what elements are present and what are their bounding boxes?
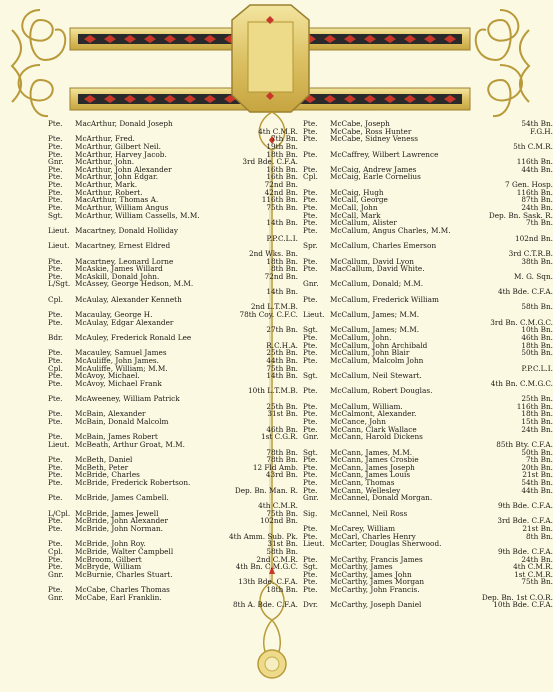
entry-rank: Pte. — [48, 149, 63, 159]
entry-rank: Pte. — [303, 554, 318, 564]
roll-entry — [48, 280, 298, 288]
entry-rank: Pte. — [48, 562, 63, 572]
entry-name: Macauley, Samuel James — [75, 348, 167, 358]
entry-rank: Cpl. — [48, 294, 63, 304]
roll-entry — [48, 395, 298, 403]
entry-unit: 50th Bn. — [521, 447, 553, 457]
entry-rank: Pte. — [303, 203, 318, 213]
entry-name: Macaulay, George H. — [75, 310, 153, 320]
entry-unit: 46th Bn. — [521, 332, 553, 342]
entry-name: McCannel, Neil Ross — [330, 508, 408, 518]
entry-name: McBride, Walter Campbell — [75, 546, 174, 556]
entry-name: McCallum, Malcolm John — [330, 355, 424, 365]
entry-rank: Pte. — [48, 172, 63, 182]
entry-rank: Pte. — [48, 478, 63, 488]
entry-unit: 31st Bn. — [267, 539, 298, 549]
entry-unit: 38th Bn. — [521, 256, 553, 266]
entry-name: McCallum, John Blair — [330, 348, 410, 358]
entry-rank: Gnr. — [303, 432, 319, 442]
entry-unit: 58th Bn. — [521, 302, 553, 312]
entry-rank: Pte. — [303, 332, 318, 342]
entry-name: McBryde, William — [75, 562, 142, 572]
entry-rank: Gnr. — [303, 279, 319, 289]
entry-unit: 9th Bde. C.F.A. — [497, 546, 553, 556]
roll-entry — [303, 387, 553, 395]
entry-rank: Pte. — [48, 409, 63, 419]
roll-entry — [48, 212, 298, 220]
entry-unit: 116th Bn. — [261, 195, 298, 205]
entry-name: McBain, Donald Malcolm — [75, 416, 169, 426]
entry-name: McBain, Alexander — [75, 409, 146, 419]
entry-unit: 75th Bn. — [521, 577, 553, 587]
entry-rank: Pte. — [303, 225, 318, 235]
entry-rank: Pte. — [48, 141, 63, 151]
entry-unit: 18th Bn. — [521, 409, 553, 419]
entry-rank: Pte. — [48, 317, 63, 327]
entry-name: McCann, James Crosbie — [330, 455, 419, 465]
entry-unit: 16th Bn. — [266, 164, 298, 174]
entry-name: McArthur, Mark. — [75, 180, 138, 190]
entry-rank: Pte. — [303, 119, 318, 128]
entry-rank: Pte. — [303, 340, 318, 350]
entry-name: McCarthy, John Francis. — [330, 585, 420, 595]
entry-unit: 102nd Bn. — [515, 233, 553, 243]
entry-unit: 78th Bn. — [266, 447, 298, 457]
entry-unit: 18th Bn. — [266, 149, 298, 159]
entry-unit: 21st Bn. — [522, 470, 553, 480]
entry-unit: 50th Bn. — [521, 348, 553, 358]
entry-unit: 75th Bn. — [266, 508, 298, 518]
entry-rank: Pte. — [303, 455, 318, 465]
entry-rank: Pte. — [48, 455, 63, 465]
entry-rank: Pte. — [303, 401, 318, 411]
right-column-roll — [303, 120, 553, 609]
entry-unit: 58th Bn. — [266, 546, 298, 556]
roll-entry — [48, 319, 298, 327]
entry-rank: Pte. — [48, 394, 63, 404]
entry-rank: Cpl. — [303, 172, 318, 182]
entry-unit: 25th Bn. — [266, 401, 298, 411]
entry-name: McCarthy, James Morgan — [330, 577, 425, 587]
entry-name: McBeth, Peter — [75, 462, 129, 472]
entry-unit: 3rd C.T.R.B. — [508, 248, 553, 258]
entry-name: McCallum, James; M.M. — [330, 325, 420, 335]
entry-rank: Pte. — [303, 348, 318, 358]
entry-name: McCalmont, Alexander. — [330, 409, 417, 419]
entry-name: McArthur, Harvey Jacob. — [75, 149, 167, 159]
entry-rank: Pte. — [303, 195, 318, 205]
entry-name: McCallum, Charles Emerson — [330, 241, 437, 251]
entry-unit: 18th Bn. — [521, 340, 553, 350]
entry-rank: Lieut. — [48, 241, 70, 251]
entry-unit: 24th Bn. — [521, 203, 553, 213]
entry-rank: Pte. — [48, 348, 63, 358]
entry-rank: Pte. — [48, 378, 63, 388]
entry-unit: 21st Bn. — [522, 523, 553, 533]
entry-rank: Sgt. — [303, 447, 318, 457]
entry-rank: Pte. — [48, 470, 63, 480]
entry-name: MacArthur, Donald Joseph — [75, 119, 173, 128]
entry-unit: 15th Bn. — [521, 416, 553, 426]
entry-unit: 18th Bn. — [266, 256, 298, 266]
entry-name: McCallum, Robert Douglas. — [330, 386, 433, 396]
entry-name: McAvoy, Michael Frank — [75, 378, 162, 388]
entry-unit: 13th Bde. C.F.A. — [238, 577, 298, 587]
entry-rank: Pte. — [303, 187, 318, 197]
entry-unit: 54th Bn. — [521, 478, 553, 488]
entry-name: McCarl, Charles Henry — [330, 531, 416, 541]
entry-unit: 4th C.M.R. — [513, 562, 553, 572]
entry-name: McArthur, John Alexander — [75, 164, 172, 174]
entry-name: McArthur, John. — [75, 157, 135, 167]
entry-rank: Pte. — [303, 470, 318, 480]
entry-unit: 4th Amm. Sub. Pk. — [229, 531, 298, 541]
entry-name: McAskie, James Willard — [75, 264, 163, 274]
entry-rank: Pte. — [303, 164, 318, 174]
entry-unit: 8th A. Bde. C.F.A. — [233, 600, 298, 610]
entry-name: McCance, John — [330, 416, 386, 426]
entry-rank: Pte. — [303, 256, 318, 266]
entry-rank: Pte. — [48, 180, 63, 190]
entry-rank: Pte. — [303, 478, 318, 488]
entry-name: McCaffrey, Wilbert Lawrence — [330, 149, 439, 159]
entry-rank: Pte. — [48, 523, 63, 533]
entry-unit: 31st Bn. — [267, 409, 298, 419]
entry-name: McCarthy, Joseph Daniel — [330, 600, 422, 610]
entry-rank: Pte. — [48, 203, 63, 213]
entry-unit: 116th Bn. — [516, 401, 553, 411]
entry-unit: 78th Bn. — [266, 455, 298, 465]
entry-rank: Pte. — [303, 210, 318, 220]
entry-name: McCann, Harold Dickens — [330, 432, 423, 442]
entry-rank: Lieut. — [303, 310, 325, 320]
entry-rank: Sig. — [303, 508, 318, 518]
entry-rank: Gnr. — [48, 592, 64, 602]
entry-name: Macartney, Leonard Lorne — [75, 256, 174, 266]
entry-unit: 7 Gen. Hosp. — [505, 180, 553, 190]
entry-rank: Pte. — [48, 554, 63, 564]
entry-rank: Bdr. — [48, 332, 64, 342]
entry-unit: 75th Bn. — [266, 203, 298, 213]
roll-entry — [48, 601, 298, 609]
entry-name: Macartney, Donald Holliday — [75, 225, 179, 235]
entry-unit: 10th Bde. C.F.A. — [493, 600, 553, 610]
entry-name: MacArthur, Thomas A. — [75, 195, 159, 205]
entry-unit: 4th C.M.R. — [258, 501, 298, 511]
entry-rank: Gnr. — [303, 493, 319, 503]
entry-rank: Pte. — [303, 264, 318, 274]
entry-name: McCabe, Joseph — [330, 119, 390, 128]
entry-name: McCallum, Neil Stewart. — [330, 371, 422, 381]
roll-entry — [303, 601, 553, 609]
entry-name: McAvoy, Michael. — [75, 371, 140, 381]
entry-rank: Sgt. — [303, 325, 318, 335]
entry-unit: 46th Bn. — [266, 424, 298, 434]
entry-rank: Gnr. — [48, 569, 64, 579]
entry-name: McAulay, Alexander Kenneth — [75, 294, 182, 304]
entry-rank: Pte. — [48, 432, 63, 442]
entry-rank: Pte. — [303, 577, 318, 587]
entry-rank: Pte. — [48, 119, 63, 128]
entry-unit: 72nd Bn. — [264, 271, 298, 281]
entry-rank: Pte. — [48, 195, 63, 205]
roll-entry — [303, 296, 553, 304]
entry-name: McBeth, Daniel — [75, 455, 133, 465]
entry-unit: 5th C.M.R. — [513, 141, 553, 151]
entry-unit: 102nd Bn. — [260, 516, 298, 526]
entry-unit: 14th Bn. — [266, 371, 298, 381]
entry-name: McAweeney, William Patrick — [75, 394, 180, 404]
entry-unit: 25th Bn. — [266, 348, 298, 358]
entry-name: McAssey, George Hedson, M.M. — [75, 279, 194, 289]
entry-unit: 2nd L.T.M.B. — [250, 302, 298, 312]
entry-rank: Pte. — [303, 523, 318, 533]
entry-unit: 42nd Bn. — [264, 187, 298, 197]
entry-rank: Lieut. — [48, 439, 70, 449]
entry-rank: Cpl. — [48, 546, 63, 556]
entry-name: McAuley, Frederick Ronald Lee — [75, 332, 192, 342]
entry-name: McCarthy, Francis James — [330, 554, 423, 564]
entry-unit: 78th Coy. C.F.C. — [239, 310, 298, 320]
entry-unit: 16th Bn. — [266, 172, 298, 182]
entry-name: McCallum, John. — [330, 332, 392, 342]
roll-entry — [48, 334, 298, 342]
entry-name: MacCallum, David White. — [330, 264, 425, 274]
entry-name: McArthur, Fred. — [75, 134, 135, 144]
entry-name: McCannel, Donald Morgan. — [330, 493, 433, 503]
entry-unit: 8th Bn. — [271, 264, 298, 274]
entry-rank: Pte. — [48, 264, 63, 274]
entry-unit: 4th Bde. C.F.A. — [497, 287, 553, 297]
entry-unit: 85th Bty. C.F.A. — [496, 439, 553, 449]
entry-rank: Pte. — [303, 409, 318, 419]
entry-rank: Pte. — [303, 386, 318, 396]
entry-unit: 44th Bn. — [521, 164, 553, 174]
entry-rank: Pte. — [48, 371, 63, 381]
entry-name: McCaig, Earle Cornelius — [330, 172, 421, 182]
entry-unit: 27th Bn. — [266, 325, 298, 335]
entry-unit: 14th Bn. — [266, 218, 298, 228]
entry-name: McBroom, Gilbert — [75, 554, 142, 564]
entry-name: McCabe, Ross Hunter — [330, 126, 412, 136]
entry-rank: Pte. — [303, 462, 318, 472]
entry-name: McCallum, Donald; M.M. — [330, 279, 424, 289]
entry-rank: L/Sgt. — [48, 279, 71, 289]
entry-rank: Pte. — [48, 416, 63, 426]
entry-rank: Pte. — [48, 164, 63, 174]
entry-name: McCaig, Andrew James — [330, 164, 417, 174]
entry-name: McCallum, James; M.M. — [330, 310, 420, 320]
entry-unit: 3rd Bde. C.F.A. — [242, 157, 298, 167]
entry-rank: Sgt. — [48, 210, 63, 220]
entry-name: McBain, James Robert — [75, 432, 158, 442]
entry-unit: P.P.C.L.I. — [266, 233, 298, 243]
entry-rank: Pte. — [303, 218, 318, 228]
entry-name: McCall, Mark — [330, 210, 381, 220]
entry-unit: P.P.C.L.I. — [521, 363, 553, 373]
entry-name: McBride, John Roy. — [75, 539, 146, 549]
entry-unit: Dep. Bn. Sask. R. — [488, 210, 553, 220]
entry-rank: Pte. — [48, 462, 63, 472]
entry-name: McCabe, Earl Franklin. — [75, 592, 162, 602]
entry-name: McCabe, Charles Thomas — [75, 585, 170, 595]
entry-rank: Pte. — [303, 355, 318, 365]
entry-rank: Pte. — [48, 256, 63, 266]
roll-entry — [303, 357, 553, 365]
entry-name: McCall, George — [330, 195, 388, 205]
left-column-roll — [48, 120, 298, 609]
entry-rank: Sgt. — [303, 371, 318, 381]
entry-rank: Pte. — [48, 585, 63, 595]
entry-name: McCann, James Joseph — [330, 462, 415, 472]
entry-unit: 54th Bn. — [521, 119, 553, 128]
entry-name: McAuliffe, William; M.M. — [75, 363, 168, 373]
entry-unit: Dep. Bn. Man. R. — [234, 485, 298, 495]
entry-unit: 9th Bde. C.F.A. — [497, 501, 553, 511]
entry-rank: Spr. — [303, 241, 318, 251]
entry-rank: Dvr. — [303, 600, 318, 610]
entry-unit: F.G.H. — [530, 126, 553, 136]
entry-unit: 24th Bn. — [521, 554, 553, 564]
entry-unit: 24th Bn. — [521, 424, 553, 434]
entry-unit: R.C.H.A. — [266, 340, 298, 350]
entry-unit: 1st C.G.R. — [261, 432, 298, 442]
entry-name: McCann, Clark Wallace — [330, 424, 417, 434]
entry-name: Macartney, Ernest Eldred — [75, 241, 171, 251]
entry-rank: Cpl. — [48, 363, 63, 373]
entry-name: McAskill, Donald John. — [75, 271, 160, 281]
entry-unit: 4th Bn. C.M.G.C. — [235, 562, 298, 572]
entry-unit: 116th Bn. — [516, 187, 553, 197]
entry-name: McCallum, Frederick William — [330, 294, 439, 304]
entry-unit: 7th Bn. — [526, 218, 553, 228]
entry-rank: Gnr. — [48, 157, 64, 167]
entry-unit: 2nd Wks. Bn. — [248, 248, 298, 258]
entry-rank: Pte. — [48, 355, 63, 365]
entry-rank: L/Cpl. — [48, 508, 71, 518]
entry-rank: Pte. — [303, 485, 318, 495]
entry-unit: 25th Bn. — [521, 394, 553, 404]
entry-rank: Pte. — [303, 416, 318, 426]
entry-rank: Pte. — [303, 569, 318, 579]
entry-unit: 10th Bn. — [521, 325, 553, 335]
entry-name: McBurnie, Charles Stuart. — [75, 569, 173, 579]
entry-unit: 43rd Bn. — [265, 470, 298, 480]
entry-unit: 7th Bn. — [271, 134, 298, 144]
entry-rank: Pte. — [48, 134, 63, 144]
entry-name: McCarey, William — [330, 523, 396, 533]
entry-name: McAuliffe, John James. — [75, 355, 159, 365]
entry-unit: M. G. Sqn. — [513, 271, 553, 281]
illuminated-header-ornament — [0, 0, 541, 130]
entry-rank: Sgt. — [303, 562, 318, 572]
entry-unit: 19th Bn. — [266, 141, 298, 151]
entry-name: McCarthy, James John — [330, 569, 412, 579]
entry-name: McCann, James Louis — [330, 470, 411, 480]
entry-name: McArthur, William Cassells, M.M. — [75, 210, 200, 220]
entry-rank: Pte. — [303, 531, 318, 541]
entry-name: McCallum, John Archibald — [330, 340, 428, 350]
roll-entry — [303, 151, 553, 159]
entry-unit: 3rd Bn. C.M.G.C. — [490, 317, 553, 327]
entry-name: McCann, Wellesley — [330, 485, 401, 495]
entry-rank: Pte. — [303, 294, 318, 304]
entry-name: McArthur, Gilbert Neil. — [75, 141, 161, 151]
entry-name: McCarter, Douglas Sherwood. — [330, 539, 442, 549]
entry-rank: Pte. — [48, 539, 63, 549]
entry-name: McArthur, Robert. — [75, 187, 143, 197]
entry-rank: Pte. — [303, 424, 318, 434]
entry-unit: 116th Bn. — [516, 157, 553, 167]
entry-rank: Pte. — [48, 493, 63, 503]
entry-name: McCaig, Hugh — [330, 187, 384, 197]
roll-entry — [48, 418, 298, 426]
entry-unit: 12 Fld Amb. — [252, 462, 298, 472]
entry-rank: Lieut. — [48, 225, 70, 235]
entry-unit: 44th Bn. — [521, 485, 553, 495]
entry-name: McCallum, Angus Charles, M.M. — [330, 225, 451, 235]
entry-rank: Pte. — [303, 149, 318, 159]
entry-rank: Pte. — [48, 187, 63, 197]
entry-rank: Pte. — [48, 271, 63, 281]
entry-unit: 44th Bn. — [266, 355, 298, 365]
entry-unit: 7th Bn. — [526, 455, 553, 465]
entry-name: McBride, James Jewell — [75, 508, 159, 518]
entry-rank: Pte. — [48, 310, 63, 320]
entry-unit: 10th L.T.M.B. — [248, 386, 298, 396]
entry-name: McArthur, William Angus — [75, 203, 169, 213]
entry-name: McBride, Frederick Robertson. — [75, 478, 191, 488]
entry-unit: 75th Bn. — [266, 363, 298, 373]
entry-unit: 87th Bn. — [521, 195, 553, 205]
entry-unit: 14th Bn. — [266, 287, 298, 297]
entry-unit: 20th Bn. — [521, 462, 553, 472]
entry-unit: 18th Bn. — [266, 585, 298, 595]
entry-name: McBride, John Norman. — [75, 523, 163, 533]
entry-name: McCann, Thomas — [330, 478, 395, 488]
entry-name: McBride, Charles — [75, 470, 140, 480]
entry-rank: Pte. — [303, 134, 318, 144]
entry-name: McCann, James, M.M. — [330, 447, 413, 457]
entry-rank: Pte. — [48, 516, 63, 526]
entry-unit: 3rd Bde. C.F.A. — [497, 516, 553, 526]
entry-rank: Pte. — [303, 126, 318, 136]
entry-unit: 4th C.M.R. — [258, 126, 298, 136]
entry-name: McBride, James Cambell. — [75, 493, 169, 503]
entry-rank: Pte. — [303, 585, 318, 595]
entry-name: McCallum, William. — [330, 401, 403, 411]
entry-name: McCallum, David Lyon — [330, 256, 414, 266]
entry-name: McAulay, Edgar Alexander — [75, 317, 174, 327]
entry-name: McCabe, Sidney Veness — [330, 134, 419, 144]
entry-name: McBride, John Alexander — [75, 516, 168, 526]
roll-entry — [48, 227, 298, 235]
entry-name: McArthur, John Edgar. — [75, 172, 159, 182]
entry-unit: 2nd C.M.R. — [256, 554, 298, 564]
entry-unit: 8th Bn. — [526, 531, 553, 541]
entry-unit: 72nd Bn. — [264, 180, 298, 190]
entry-name: McCallum, Alister — [330, 218, 397, 228]
entry-unit: Dep. Bn. 1st C.O.R. — [481, 592, 553, 602]
entry-unit: 4th Bn. C.M.G.C. — [490, 378, 553, 388]
entry-unit: 1st C.M.R. — [514, 569, 553, 579]
entry-rank: Lieut. — [303, 539, 325, 549]
entry-name: McCarthy, James — [330, 562, 393, 572]
entry-name: McCall, John — [330, 203, 378, 213]
roll-entry — [48, 441, 298, 449]
entry-name: McBeath, Arthur Groat, M.M. — [75, 439, 185, 449]
